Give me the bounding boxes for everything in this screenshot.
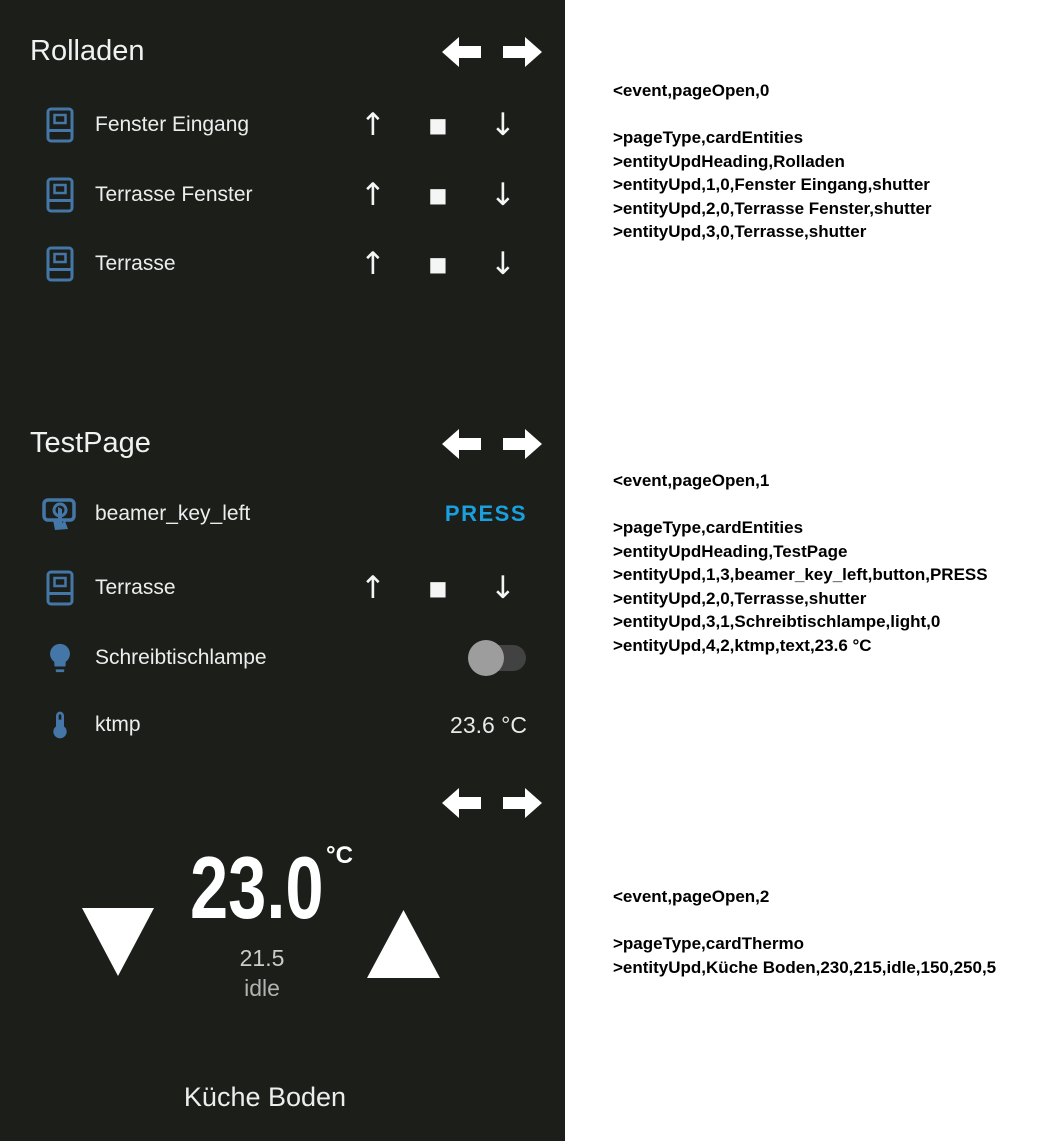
entity-row [0, 242, 565, 286]
protocol-line: >entityUpd,4,2,ktmp,text,23.6 °C [613, 635, 872, 655]
gesture-tap-button-icon [40, 492, 80, 536]
shutter-stop-button[interactable]: ■ [428, 252, 448, 276]
current-temperature-value: 23.0 [190, 838, 324, 937]
protocol-line: >entityUpdHeading,TestPage [613, 541, 848, 561]
entity-row [0, 492, 565, 536]
entity-row [0, 173, 565, 217]
shutter-icon [40, 103, 80, 147]
shutter-up-button[interactable]: ↑ [360, 107, 386, 143]
nav-right-arrow-icon[interactable] [503, 427, 544, 461]
protocol-block-page2 [613, 885, 1043, 979]
protocol-line: >entityUpdHeading,Rolladen [613, 151, 845, 171]
nav-right-arrow-icon[interactable] [503, 35, 544, 69]
protocol-line: <event,pageOpen,1 [613, 471, 770, 490]
thermometer-icon [40, 703, 80, 747]
nav-right-arrow-icon[interactable] [503, 786, 544, 820]
entity-row [0, 703, 565, 747]
protocol-line: >entityUpd,3,0,Terrasse,shutter [613, 222, 867, 241]
nav-left-arrow-icon[interactable] [440, 786, 481, 820]
protocol-line: >pageType,cardEntities [613, 128, 804, 147]
entity-label: Terrasse [95, 252, 176, 275]
current-temperature [190, 838, 360, 937]
protocol-line: >entityUpd,Küche Boden,230,215,idle,150,250,5 [613, 957, 997, 977]
entity-label: Fenster Eingang [95, 113, 250, 136]
nav-left-arrow-icon[interactable] [440, 35, 481, 69]
shutter-down-button[interactable]: ↓ [490, 246, 516, 282]
protocol-block-page0 [613, 79, 1043, 244]
entity-label: ktmp [95, 713, 141, 736]
protocol-line: >entityUpd,1,3,beamer_key_left,button,PRESS [613, 565, 988, 584]
shutter-up-button[interactable]: ↑ [360, 570, 386, 606]
protocol-line: >entityUpd,2,0,Terrasse Fenster,shutter [613, 198, 932, 218]
protocol-line: <event,pageOpen,0 [613, 81, 770, 100]
protocol-line [613, 493, 1043, 517]
shutter-icon [40, 566, 80, 610]
page-nav [440, 35, 544, 69]
thermostat-title: Küche Boden [183, 1082, 347, 1112]
page-nav [440, 786, 544, 820]
nav-left-arrow-icon[interactable] [440, 427, 481, 461]
shutter-stop-button[interactable]: ■ [428, 113, 448, 137]
entity-row [0, 103, 565, 147]
temperature-unit: °C [326, 842, 353, 869]
hvac-state: idle [244, 975, 280, 1001]
entity-label: Terrasse [95, 576, 176, 599]
shutter-down-button[interactable]: ↓ [490, 177, 516, 213]
protocol-line: >pageType,cardEntities [613, 518, 804, 537]
shutter-up-button[interactable]: ↑ [360, 246, 386, 282]
protocol-block-page1 [613, 469, 1043, 657]
card-heading-rolladen: Rolladen [30, 35, 145, 67]
protocol-line [613, 909, 1043, 933]
shutter-icon [40, 173, 80, 217]
entity-label: Terrasse Fenster [95, 183, 253, 206]
shutter-down-button[interactable]: ↓ [490, 107, 516, 143]
card-heading-testpage: TestPage [30, 427, 151, 459]
protocol-line: >entityUpd,3,1,Schreibtischlampe,light,0 [613, 612, 941, 631]
sensor-value: 23.6 °C [450, 712, 527, 738]
protocol-line: >entityUpd,1,0,Fenster Eingang,shutter [613, 175, 930, 194]
shutter-icon [40, 242, 80, 286]
entity-label: beamer_key_left [95, 502, 251, 525]
protocol-line: >entityUpd,2,0,Terrasse,shutter [613, 588, 867, 608]
entity-label: Schreibtischlampe [95, 646, 267, 669]
setpoint-temperature: 21.5 [239, 945, 285, 971]
entity-row [0, 636, 565, 680]
shutter-stop-button[interactable]: ■ [428, 576, 448, 600]
protocol-line: <event,pageOpen,2 [613, 887, 770, 906]
shutter-stop-button[interactable]: ■ [428, 183, 448, 207]
light-toggle[interactable] [470, 645, 526, 671]
toggle-knob [468, 640, 504, 676]
page-nav [440, 427, 544, 461]
protocol-line: >pageType,cardThermo [613, 934, 804, 953]
protocol-line [613, 103, 1043, 127]
press-button[interactable]: PRESS [444, 501, 527, 526]
shutter-up-button[interactable]: ↑ [360, 177, 386, 213]
entity-row [0, 566, 565, 610]
shutter-down-button[interactable]: ↓ [490, 570, 516, 606]
lightbulb-icon [40, 636, 80, 680]
